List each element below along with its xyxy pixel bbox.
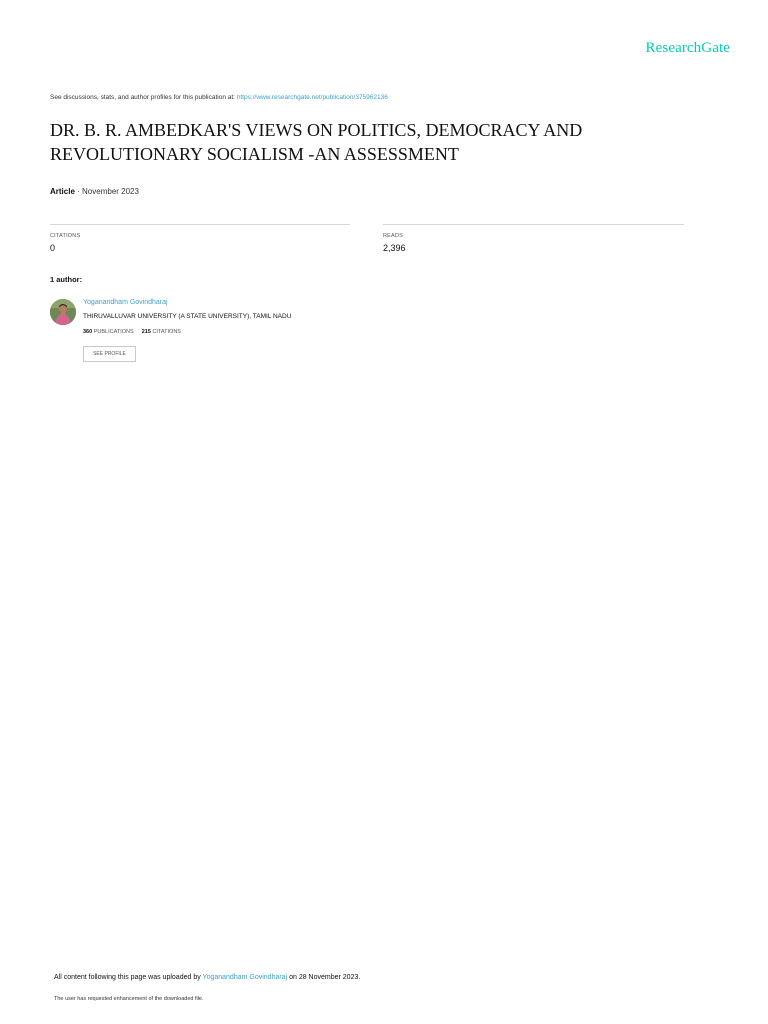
see-profile-button[interactable]: SEE PROFILE bbox=[83, 346, 136, 362]
author-citations-count: 215 bbox=[141, 329, 151, 335]
researchgate-logo[interactable]: ResearchGate bbox=[645, 40, 730, 56]
upload-prefix: All content following this page was uploaded by bbox=[54, 974, 201, 981]
authors-heading: 1 author: bbox=[50, 275, 83, 284]
author-publications-label: PUBLICATIONS bbox=[93, 329, 134, 335]
citations-value: 0 bbox=[50, 243, 56, 253]
author-stats bbox=[83, 329, 181, 335]
author-photo-icon bbox=[50, 299, 76, 325]
publication-date: · November 2023 bbox=[77, 187, 139, 196]
source-line bbox=[50, 94, 388, 101]
author-card bbox=[50, 298, 470, 368]
reads-stat bbox=[383, 224, 684, 255]
author-citations-label: CITATIONS bbox=[152, 329, 181, 335]
author-publications-count: 360 bbox=[83, 329, 93, 335]
enhancement-note: The user has requested enhancement of the downloaded file. bbox=[54, 996, 204, 1002]
uploader-link[interactable]: Yoganandham Govindharaj bbox=[202, 974, 288, 981]
author-avatar[interactable] bbox=[50, 299, 76, 325]
upload-suffix: on 28 November 2023. bbox=[289, 974, 361, 981]
reads-label: READS bbox=[383, 233, 403, 239]
author-affiliation: THIRUVALLUVAR UNIVERSITY (A STATE UNIVERSITY), TAMIL NADU bbox=[83, 313, 292, 320]
publication-type: Article bbox=[50, 187, 75, 196]
reads-value: 2,396 bbox=[383, 243, 406, 253]
publication-title: DR. B. R. AMBEDKAR'S VIEWS ON POLITICS, DEMOCRACY AND REVOLUTIONARY SOCIALISM -AN ASSESSMENT bbox=[50, 120, 583, 164]
citations-stat bbox=[50, 224, 350, 255]
publication-url-link[interactable]: https://www.researchgate.net/publication/375962136 bbox=[236, 94, 388, 101]
author-name-link[interactable]: Yoganandham Govindharaj bbox=[83, 299, 168, 306]
citations-label: CITATIONS bbox=[50, 233, 81, 239]
publication-meta bbox=[50, 187, 139, 196]
source-prefix: See discussions, stats, and author profiles for this publication at: bbox=[50, 94, 235, 101]
upload-notice bbox=[54, 974, 360, 981]
